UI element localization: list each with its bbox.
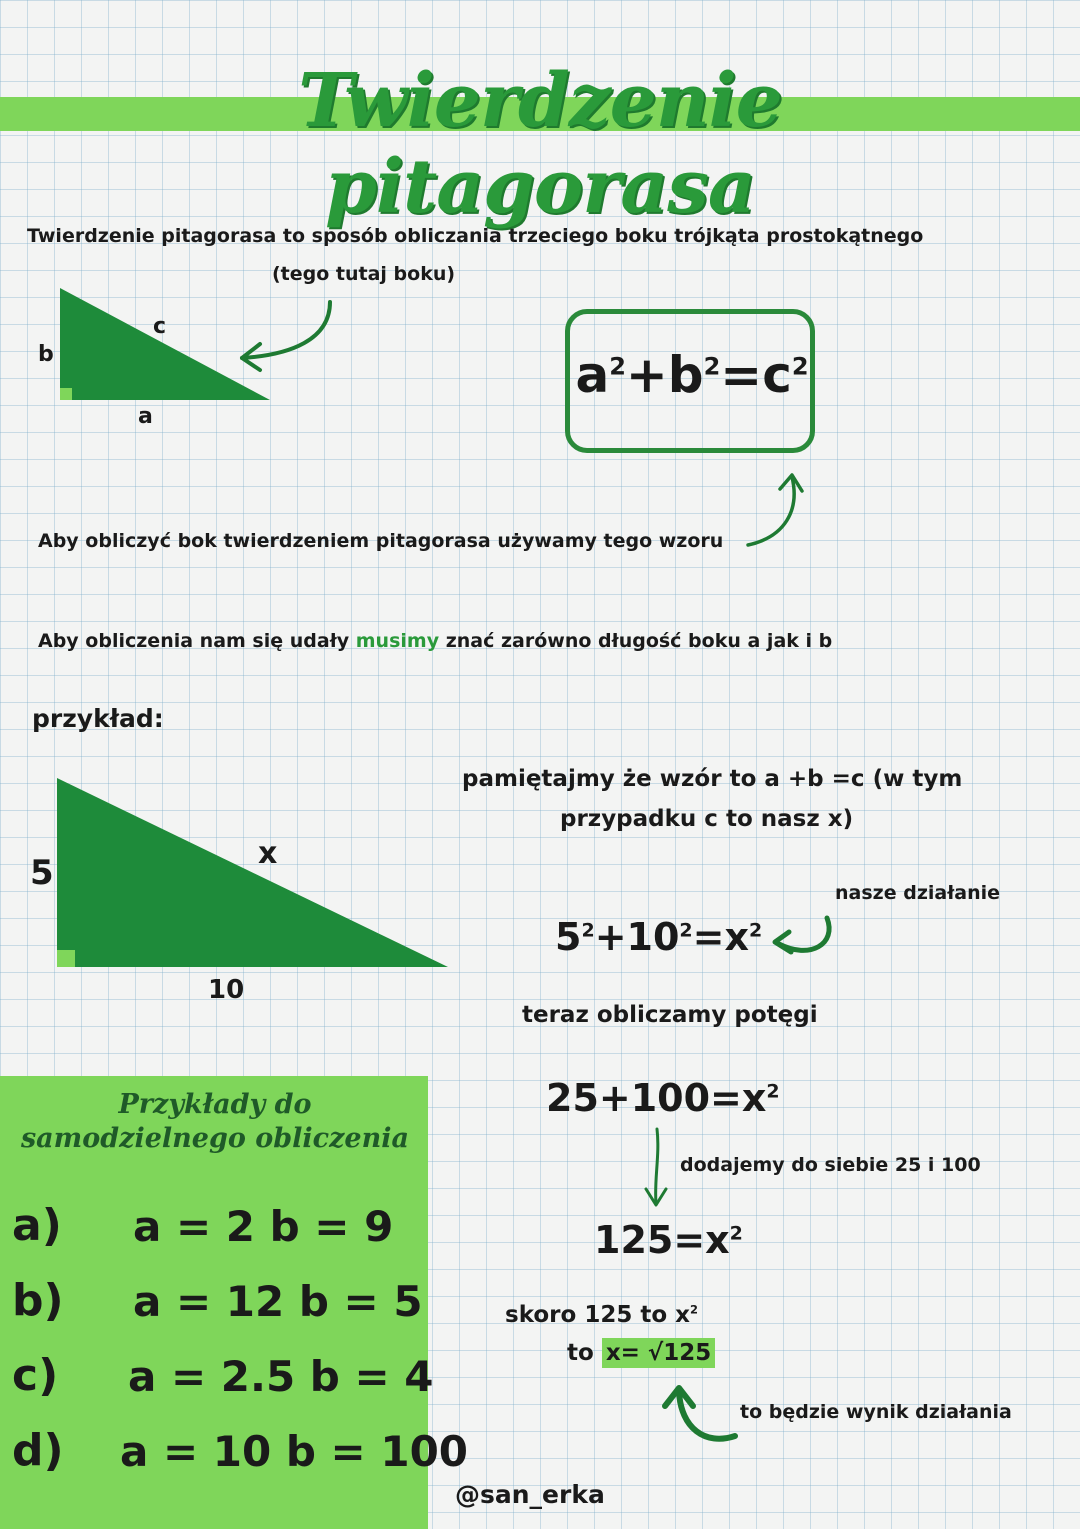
exercises-title-line-2: samodzielnego obliczenia — [20, 1122, 409, 1154]
exercises-title-line-1: Przykłady do — [118, 1089, 312, 1120]
triangle-shape — [57, 778, 448, 967]
exercise-letter: d) — [12, 1425, 64, 1476]
side-note: (tego tutaj boku) — [272, 263, 456, 285]
since-line: skoro 125 to $x^2$ — [505, 1302, 698, 1328]
equation-1: $5^2+10^2=x^2$ — [555, 915, 763, 959]
down-arrow-icon — [640, 1125, 670, 1210]
right-angle-marker — [57, 950, 75, 967]
reminder-line-2: przypadku c to nasz x) — [560, 806, 854, 832]
label-c: c — [153, 314, 167, 339]
label-a: a — [138, 404, 153, 429]
exercise-text: a = 10 b = 100 — [120, 1427, 469, 1476]
label-bottom-10: 10 — [208, 975, 245, 1005]
our-action-label: nasze działanie — [835, 882, 1001, 904]
reminder-line-1: pamiętajmy że wzór to a +b =c (w tym — [462, 766, 963, 792]
example-heading: przykład: — [32, 704, 164, 733]
intro-text: Twierdzenie pitagorasa to sposób obliczania trzeciego boku trójkąta prostokątnego — [27, 225, 924, 247]
pythagoras-formula: $a^2+b^2=c^2$ — [575, 346, 809, 404]
requirement-text: Aby obliczenia nam się udały musimy znać zarówno długość boku a jak i b — [38, 630, 833, 652]
result-line: to x= √125 — [567, 1340, 715, 1366]
exercise-letter: a) — [12, 1200, 62, 1251]
page-title: Twierdzenie pitagorasa — [298, 58, 782, 230]
usage-text: Aby obliczyć bok twierdzeniem pitagorasa używamy tego wzoru — [38, 530, 724, 552]
exercise-letter: b) — [12, 1275, 64, 1326]
curved-up-arrow-icon — [655, 1380, 745, 1450]
triangle-diagram-2 — [40, 770, 460, 975]
right-angle-marker — [60, 388, 72, 400]
triangle-diagram-1 — [30, 280, 360, 430]
label-side-5: 5 — [30, 853, 54, 893]
exercise-text: a = 2.5 b = 4 — [128, 1352, 434, 1401]
step-add: dodajemy do siebie 25 i 100 — [680, 1154, 981, 1176]
exercises-title — [10, 1088, 420, 1156]
label-b: b — [38, 342, 54, 367]
arrow-to-formula-icon — [740, 465, 820, 555]
equation-2: $25+100=x^2$ — [546, 1076, 780, 1120]
author-handle: @san_erka — [455, 1480, 605, 1509]
step-powers: teraz obliczamy potęgi — [522, 1002, 818, 1028]
exercise-letter: c) — [12, 1350, 59, 1401]
exercise-text: a = 2 b = 9 — [133, 1202, 394, 1251]
exercise-text: a = 12 b = 5 — [133, 1277, 423, 1326]
curved-arrow-icon — [765, 912, 845, 962]
result-highlight: x= √125 — [602, 1338, 715, 1368]
triangle-shape — [60, 288, 270, 400]
result-note: to będzie wynik działania — [740, 1401, 1012, 1423]
label-hypotenuse-x: x — [258, 836, 278, 871]
equation-3: $125=x^2$ — [594, 1218, 743, 1262]
